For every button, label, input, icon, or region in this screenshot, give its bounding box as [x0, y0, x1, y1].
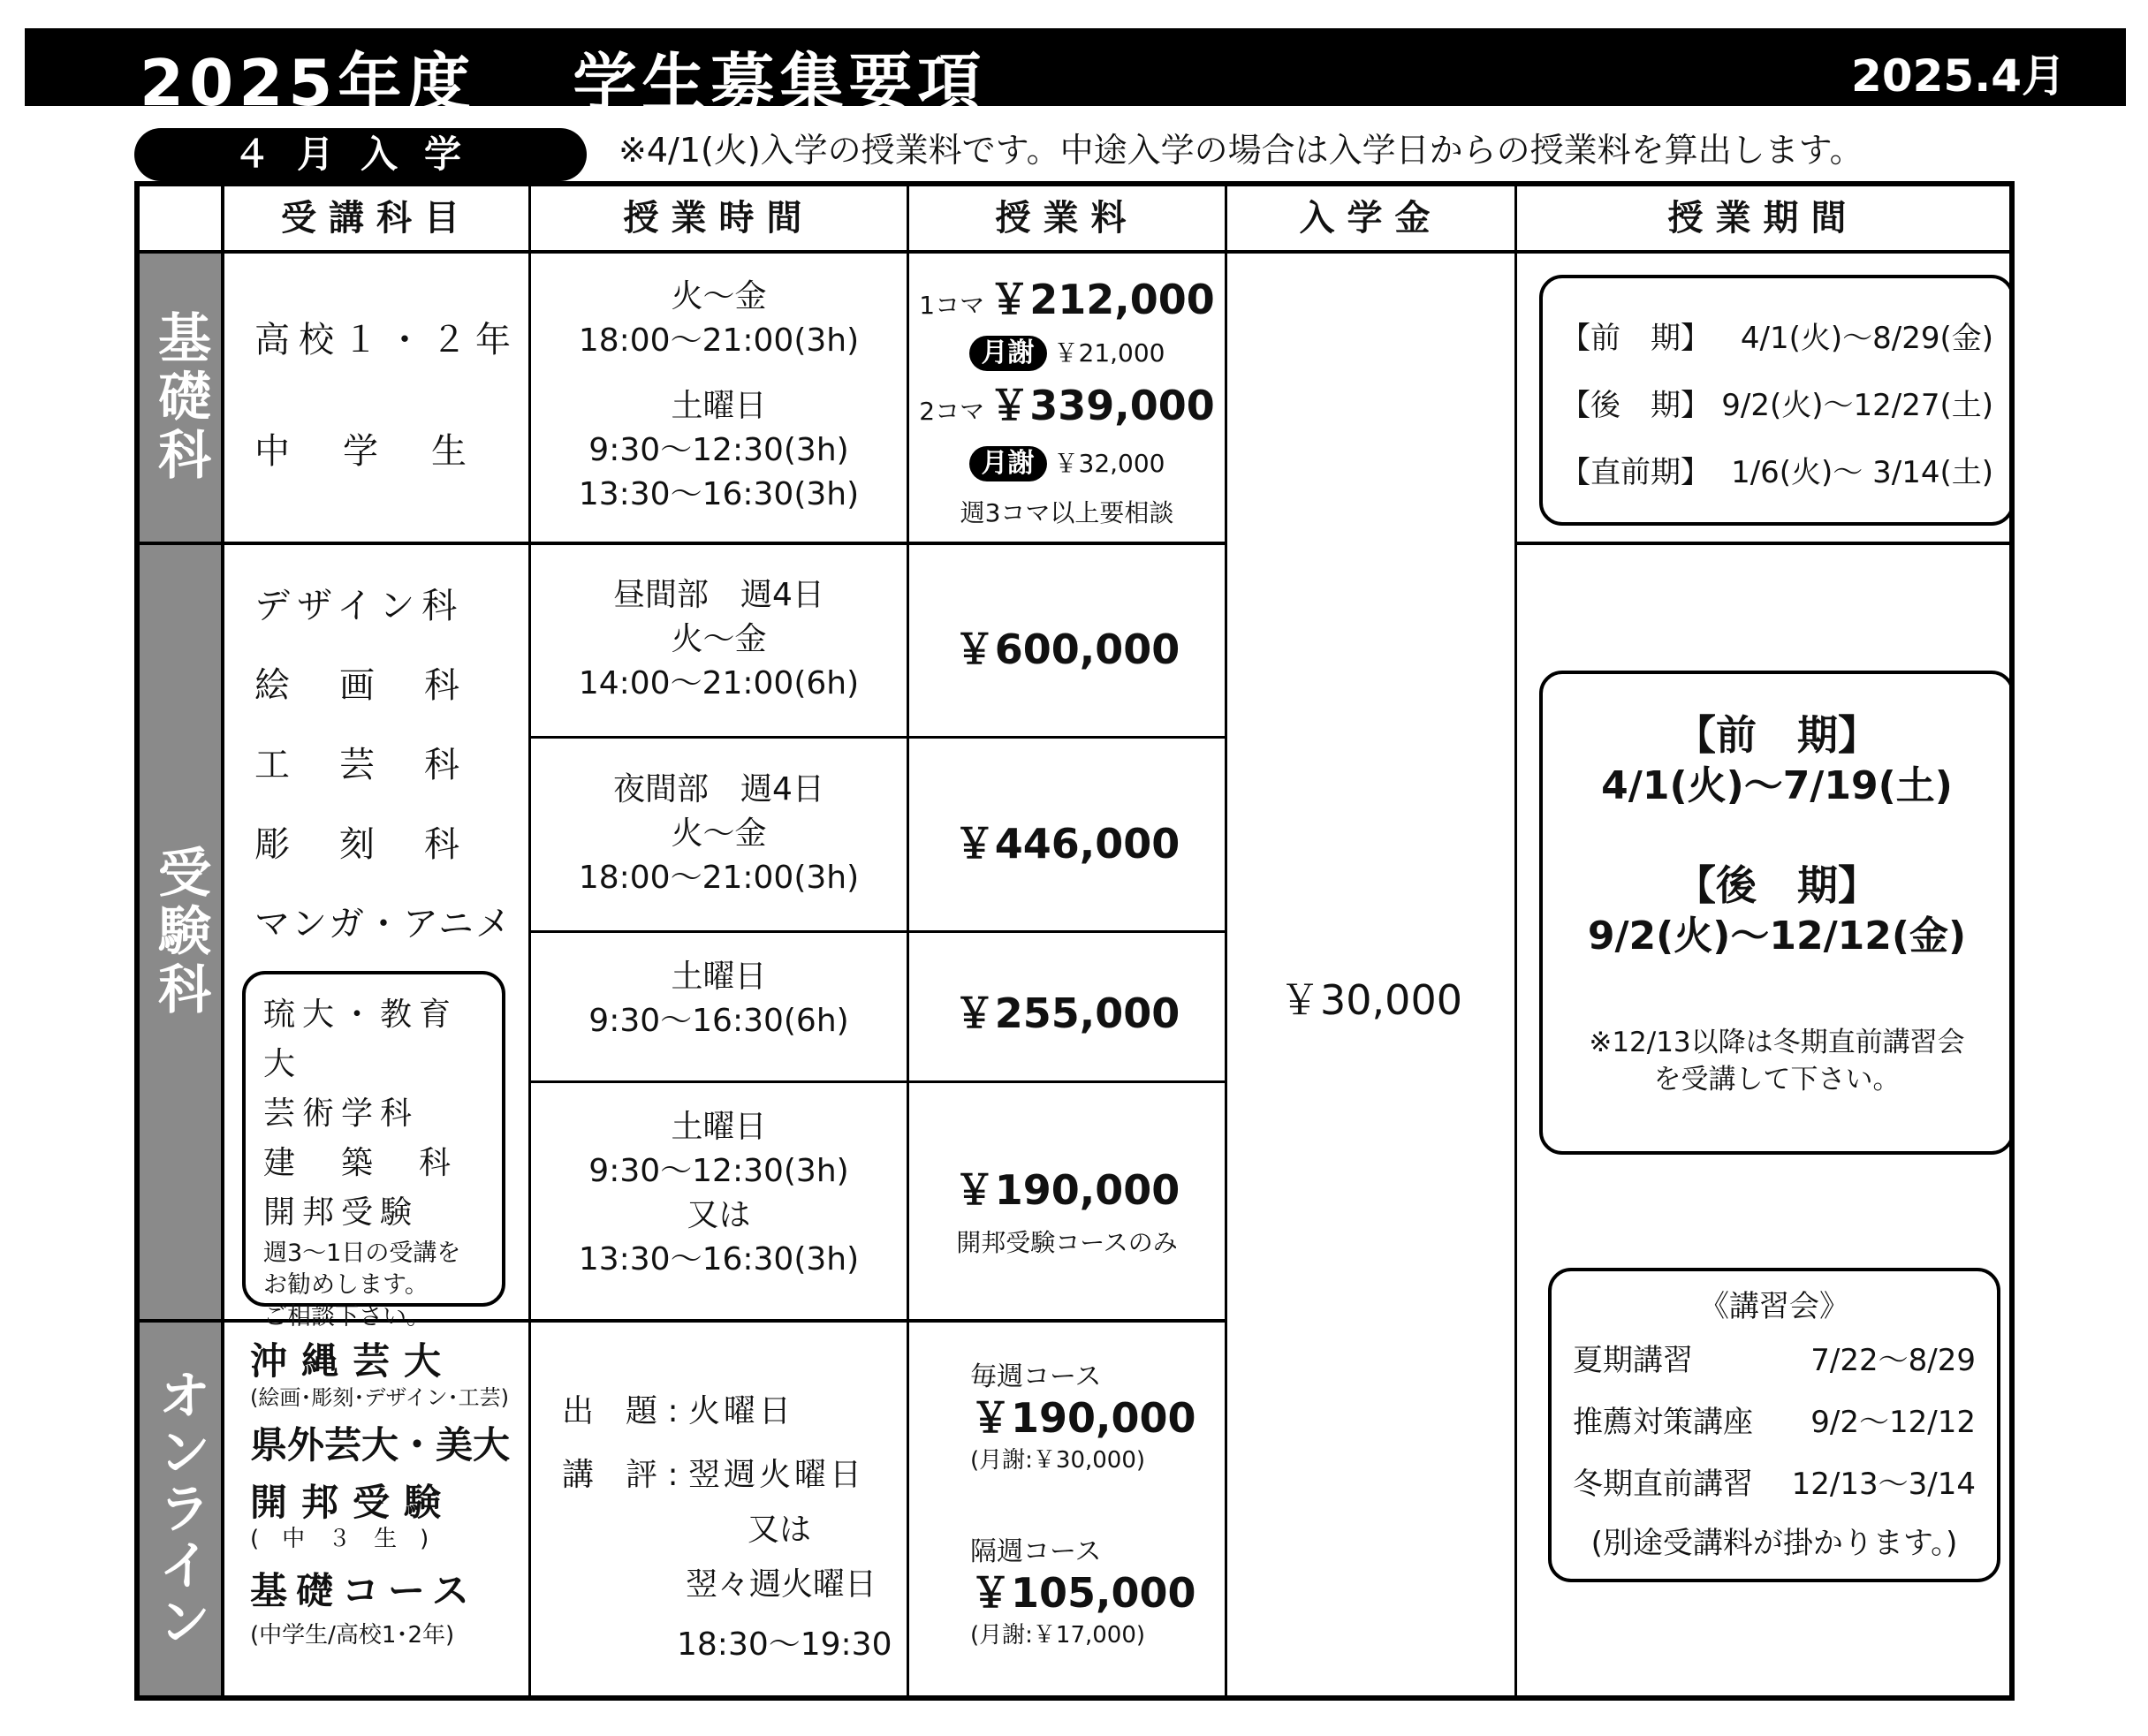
koshukai-item-2-dates: 9/2～12/12	[1810, 1405, 1976, 1440]
juken-course-painting: 絵 画 科	[254, 665, 467, 706]
juken-row2-time-1: 夜間部 週4日	[613, 771, 824, 807]
online-biweekly-label: 隔週コース	[970, 1536, 1102, 1567]
subbox-line-4: 開邦受験	[263, 1194, 420, 1231]
juken-course-sculpture: 彫 刻 科	[254, 824, 467, 865]
col-header-course: 受講科目	[281, 198, 472, 239]
online-q-value: 火曜日	[688, 1393, 795, 1429]
kiso-chokuzen-dates: 1/6(火)～ 3/14(土)	[1731, 455, 1993, 490]
kiso-hours2a: 9:30～12:30(3h)	[588, 432, 849, 468]
koma2-price: ￥339,000	[989, 382, 1215, 429]
subbox-line-2: 芸術学科	[263, 1095, 420, 1132]
subbox-line-1: 琉大・教育大	[263, 997, 459, 1082]
online-course-list	[250, 1338, 524, 1648]
koshukai-item-1-name: 夏期講習	[1573, 1343, 1693, 1378]
col-header-period: 授業期間	[1667, 198, 1859, 239]
online-r-value: 翌週火曜日	[688, 1457, 866, 1493]
koma1-label: 1コマ	[919, 291, 985, 320]
juken-row4-time-4: 13:30～16:30(3h)	[578, 1241, 860, 1277]
kiso-period-box	[1539, 275, 2015, 526]
juken-period-box	[1539, 671, 2015, 1155]
koshukai-item-2-name: 推薦対策講座	[1573, 1405, 1753, 1440]
juken-row4-time-1: 土曜日	[671, 1109, 767, 1145]
fee-table	[134, 181, 2015, 1701]
online-course-3-sub: ( 中 ３ 生 )	[250, 1526, 429, 1552]
online-fee	[970, 1361, 1218, 1653]
kiso-kouki-label: 【後 期】	[1560, 388, 1711, 423]
kiso-zenki-dates: 4/1(火)～8/29(金)	[1740, 321, 1993, 356]
koshukai-item-1-dates: 7/22～8/29	[1810, 1343, 1976, 1378]
subbox-line-3: 建 築 科	[263, 1145, 459, 1181]
kiso-time	[531, 275, 907, 517]
online-course-1-sub: (絵画･彫刻･デザイン･工芸)	[250, 1385, 510, 1410]
sidebar-online	[140, 1323, 221, 1695]
kiso-chokuzen-label: 【直前期】	[1560, 455, 1711, 490]
subbox-advice-3: ご相談下さい。	[263, 1303, 430, 1330]
page-title	[140, 32, 986, 124]
juken-kouki-label: 【後 期】	[1675, 861, 1879, 909]
koshukai-item-3-name: 冬期直前講習	[1573, 1467, 1753, 1502]
kiso-hours1: 18:00～21:00(3h)	[578, 322, 860, 359]
admission-fee: ￥30,000	[1279, 976, 1462, 1024]
juken-course-design: デザイン科	[254, 586, 465, 626]
juken-period-note-1: ※12/13以降は冬期直前講習会	[1589, 1027, 1965, 1058]
juken-row2-time-2: 火～金	[671, 815, 767, 852]
online-weekly-monthly: (月謝:￥30,000)	[970, 1447, 1146, 1474]
juken-row1-time	[531, 573, 907, 706]
koma1-monthly: ￥21,000	[1053, 338, 1165, 368]
koshukai-title: 《講習会》	[1699, 1289, 1849, 1324]
juken-row4-time	[531, 1105, 907, 1282]
sidebar-online-label: オンライン	[149, 1368, 211, 1650]
kiso-days2: 土曜日	[671, 388, 767, 424]
juken-row1-time-1: 昼間部 週4日	[613, 577, 824, 613]
juken-row1-fee: ￥600,000	[953, 625, 1180, 673]
title-main: 学生募集要項	[573, 46, 987, 120]
juken-subbox	[242, 971, 505, 1330]
kiso-fee-note: 週3コマ以上要相談	[960, 498, 1174, 527]
online-course-3: 開邦受験	[250, 1481, 456, 1524]
subbox-advice-2: お勧めします。	[263, 1271, 429, 1299]
col-header-admission: 入学金	[1299, 198, 1443, 239]
online-course-1: 沖縄芸大	[250, 1339, 456, 1383]
online-or: 又は	[748, 1512, 812, 1548]
juken-period-note-2: を受講して下さい。	[1653, 1064, 1901, 1095]
kiso-fee	[909, 275, 1225, 540]
juken-zenki-label: 【前 期】	[1675, 711, 1879, 759]
online-r-value2: 翌々週火曜日	[686, 1566, 877, 1603]
juken-row3-time-2: 9:30～16:30(6h)	[588, 1003, 849, 1039]
online-time: 出 題 : 火曜日 講 評 : 翌週火曜日 又は 翌々週火曜日 18:30～19:30	[562, 1384, 907, 1672]
online-biweekly-price: ￥105,000	[970, 1569, 1196, 1617]
juken-row4-fee: ￥190,000	[953, 1166, 1180, 1214]
juken-row2-time	[531, 768, 907, 900]
juken-row4-fee-cell	[909, 1158, 1225, 1259]
juken-course-manga: マンガ・アニメ	[254, 904, 512, 944]
juken-row3-fee: ￥255,000	[953, 989, 1180, 1037]
koma1-price: ￥212,000	[989, 276, 1215, 323]
sidebar-juken	[140, 545, 221, 1319]
title-year: 2025年度	[140, 46, 476, 120]
juken-row2-time-3: 18:00～21:00(3h)	[578, 860, 860, 896]
enroll-note: ※4/1(火)入学の授業料です。中途入学の場合は入学日からの授業料を算出します。	[619, 131, 1863, 170]
juken-row1-time-3: 14:00～21:00(6h)	[578, 665, 860, 701]
online-weekly-price: ￥190,000	[970, 1394, 1196, 1442]
col-header-time: 授業時間	[623, 198, 815, 239]
koshukai-item-3-dates: 12/13～3/14	[1791, 1467, 1976, 1502]
title-banner	[25, 28, 2126, 120]
koma2-monthly: ￥32,000	[1053, 449, 1165, 478]
col-header-fee: 授業料	[995, 198, 1139, 239]
koshukai-note: (別途受講料が掛かります。)	[1590, 1526, 1958, 1561]
juken-course-list	[254, 566, 520, 964]
koma2-label: 2コマ	[919, 397, 985, 426]
juken-row1-time-2: 火～金	[671, 621, 767, 657]
kiso-course-2: 中 学 生	[254, 431, 475, 472]
juken-zenki-dates: 4/1(火)～7/19(土)	[1601, 763, 1953, 808]
kiso-course-1: 高校１・２年	[254, 320, 520, 360]
monthly-badge-2: 月謝	[969, 446, 1047, 481]
online-biweekly-monthly: (月謝:￥17,000)	[970, 1622, 1146, 1649]
juken-course-craft: 工 芸 科	[254, 745, 467, 785]
kiso-zenki-label: 【前 期】	[1560, 321, 1711, 356]
kiso-days1: 火～金	[671, 278, 767, 315]
enroll-label: ４月入学	[134, 128, 587, 181]
online-course-4-sub: (中学生/高校1･2年)	[250, 1622, 455, 1649]
online-weekly-label: 毎週コース	[970, 1361, 1102, 1392]
sidebar-juken-label: 受験科	[149, 845, 211, 1020]
online-hours: 18:30～19:30	[677, 1626, 892, 1663]
online-r-label: 講 評	[562, 1457, 658, 1493]
online-course-2: 県外芸大・美大	[250, 1423, 511, 1467]
kiso-hours2b: 13:30～16:30(3h)	[578, 476, 860, 512]
koshukai-box	[1548, 1268, 2000, 1582]
sidebar-kiso-label: 基礎科	[149, 310, 211, 485]
issue-date: 2025.4月	[1851, 50, 2066, 102]
juken-row3-time-1: 土曜日	[671, 959, 767, 995]
kiso-kouki-dates: 9/2(火)～12/27(土)	[1721, 388, 1993, 423]
juken-row4-fee-note: 開邦受験コースのみ	[956, 1228, 1178, 1257]
sidebar-kiso	[140, 254, 221, 542]
juken-row2-fee: ￥446,000	[953, 820, 1180, 868]
online-q-label: 出 題	[562, 1393, 658, 1429]
monthly-badge-1: 月謝	[969, 336, 1047, 371]
juken-row3-time	[531, 955, 907, 1043]
online-course-4: 基礎コース	[250, 1569, 478, 1612]
juken-row4-time-3: 又は	[687, 1197, 751, 1233]
juken-row4-time-2: 9:30～12:30(3h)	[588, 1153, 849, 1189]
subbox-advice-1: 週3～1日の受講を	[263, 1239, 461, 1267]
juken-kouki-dates: 9/2(火)～12/12(金)	[1587, 913, 1967, 959]
